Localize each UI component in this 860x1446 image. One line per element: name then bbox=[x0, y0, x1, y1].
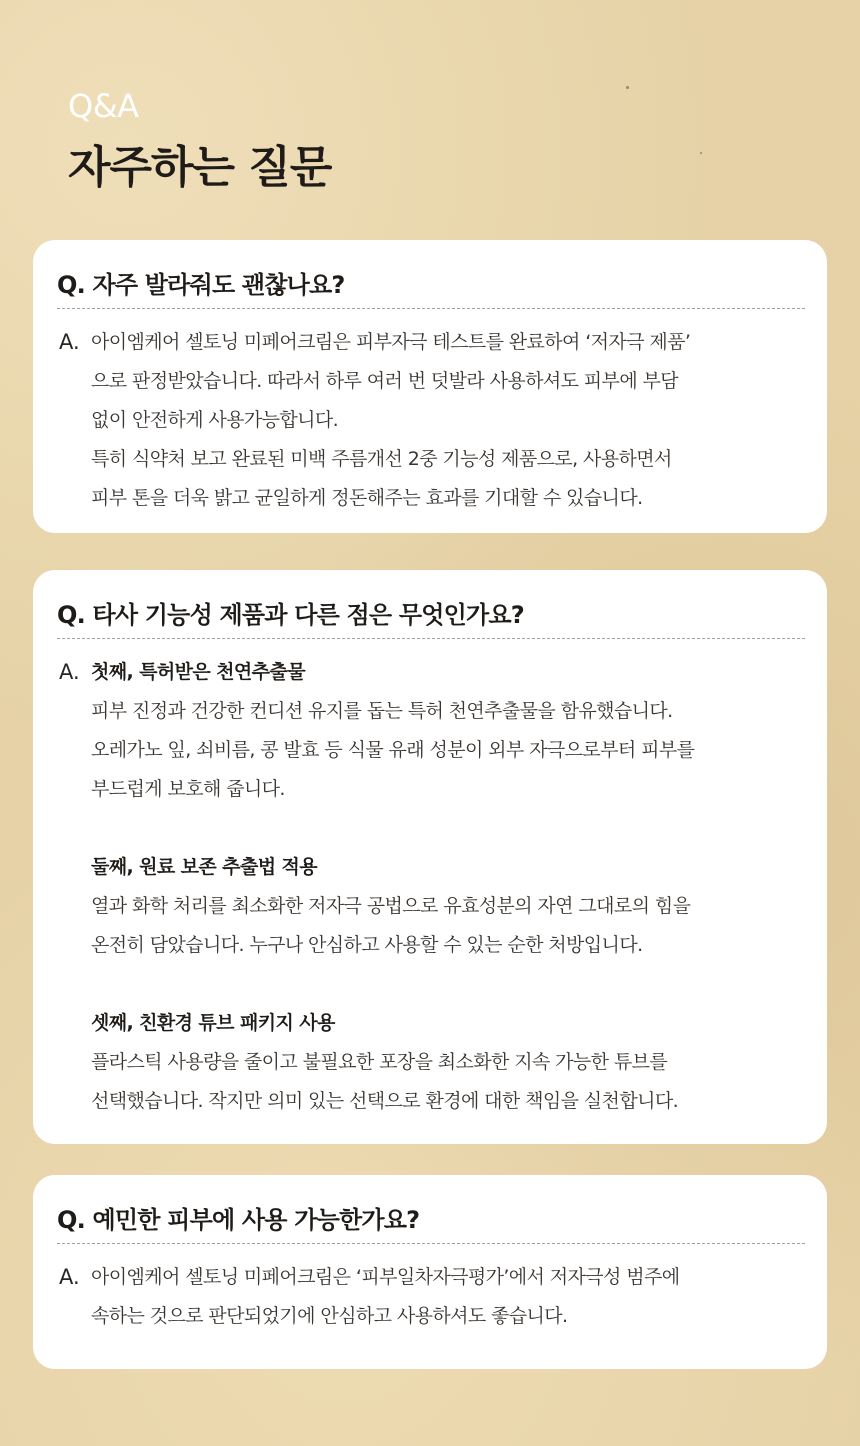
answer-line: 피부 진정과 건강한 컨디션 유지를 돕는 특허 천연추출물을 함유했습니다. bbox=[91, 700, 673, 722]
page-title: 자주하는 질문 bbox=[68, 142, 332, 193]
answer-mark: A. bbox=[59, 330, 80, 354]
paper-speck bbox=[626, 86, 629, 89]
answer-line: 특히 식약처 보고 완료된 미백 주름개선 2중 기능성 제품으로, 사용하면서 bbox=[91, 448, 672, 470]
answer-line: 부드럽게 보호해 줍니다. bbox=[91, 778, 285, 800]
faq-card bbox=[33, 570, 827, 1144]
faq-card bbox=[33, 1175, 827, 1369]
faq-answer bbox=[57, 309, 805, 518]
page-header bbox=[68, 86, 331, 196]
answer-line: 오레가노 잎, 쇠비름, 콩 발효 등 식물 유래 성분이 외부 자극으로부터 피부를 bbox=[91, 739, 695, 761]
faq-answer bbox=[57, 639, 805, 1121]
answer-mark: A. bbox=[59, 660, 80, 684]
answer-mark: A. bbox=[59, 1265, 80, 1289]
answer-line: 없이 안전하게 사용가능합니다. bbox=[91, 409, 339, 431]
section-eyebrow: Q&A bbox=[68, 87, 139, 125]
faq-question: Q. 자주 발라줘도 괜찮나요? bbox=[57, 271, 345, 299]
answer-subheading: 셋째, 친환경 튜브 패키지 사용 bbox=[91, 1012, 335, 1034]
answer-line: 아이엠케어 셀토닝 미페어크림은 ‘피부일차자극평가’에서 저자극성 범주에 bbox=[91, 1266, 680, 1288]
paper-speck bbox=[700, 152, 702, 154]
answer-line: 속하는 것으로 판단되었기에 안심하고 사용하셔도 좋습니다. bbox=[91, 1305, 568, 1327]
faq-question: Q. 타사 기능성 제품과 다른 점은 무엇인가요? bbox=[57, 601, 524, 629]
answer-line: 온전히 담았습니다. 누구나 안심하고 사용할 수 있는 순한 처방입니다. bbox=[91, 934, 643, 956]
answer-line: 피부 톤을 더욱 밝고 균일하게 정돈해주는 효과를 기대할 수 있습니다. bbox=[91, 487, 643, 509]
answer-line: 으로 판정받았습니다. 따라서 하루 여러 번 덧발라 사용하셔도 피부에 부담 bbox=[91, 370, 679, 392]
faq-question: Q. 예민한 피부에 사용 가능한가요? bbox=[57, 1206, 420, 1234]
answer-line: 선택했습니다. 작지만 의미 있는 선택으로 환경에 대한 책임을 실천합니다. bbox=[91, 1090, 679, 1112]
section-spacer bbox=[91, 809, 805, 848]
section-spacer bbox=[91, 965, 805, 1004]
answer-line: 열과 화학 처리를 최소화한 저자극 공법으로 유효성분의 자연 그대로의 힘을 bbox=[91, 895, 691, 917]
answer-subheading: 둘째, 원료 보존 추출법 적용 bbox=[91, 856, 317, 878]
faq-card bbox=[33, 240, 827, 533]
answer-subheading: 첫째, 특허받은 천연추출물 bbox=[91, 661, 305, 683]
answer-line: 아이엠케어 셀토닝 미페어크림은 피부자극 테스트를 완료하여 ‘저자극 제품’ bbox=[91, 331, 691, 353]
faq-answer bbox=[57, 1244, 805, 1336]
answer-line: 플라스틱 사용량을 줄이고 불필요한 포장을 최소화한 지속 가능한 튜브를 bbox=[91, 1051, 668, 1073]
